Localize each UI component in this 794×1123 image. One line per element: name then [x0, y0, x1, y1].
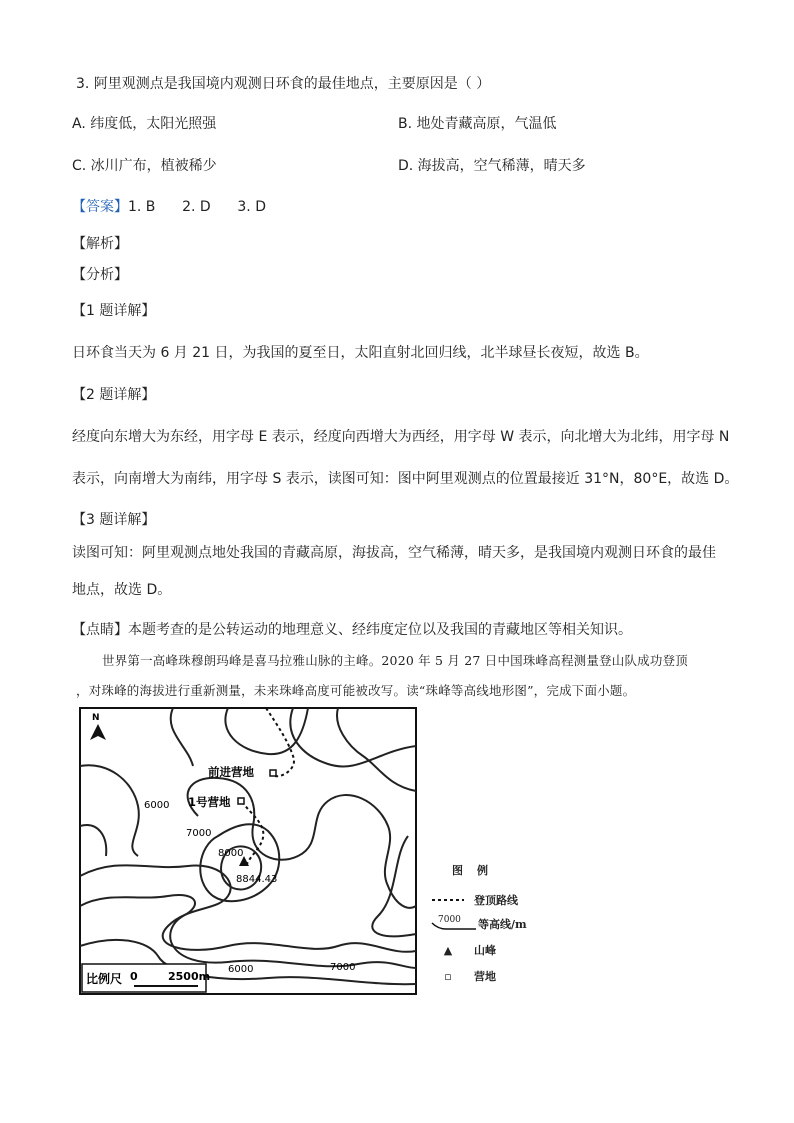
peak-elevation: 8844.43: [236, 874, 278, 885]
legend-route: 登顶路线: [430, 892, 518, 908]
legend-contour: 7000 等高线/m: [430, 916, 527, 932]
q3-explanation-1: 读图可知：阿里观测点地处我国的青藏高原，海拔高，空气稀薄，晴天多，是我国境内观测日环食的最佳: [72, 545, 716, 561]
label-camp-front: 前进营地: [208, 765, 254, 779]
answer-tag: 【答案】: [72, 199, 128, 215]
scale-zero: 0: [130, 970, 138, 983]
q2-explanation-2: 表示，向南增大为南纬，用字母 S 表示，读图可知：图中阿里观测点的位置最接近 31°N，80°E，故选 D。: [72, 471, 739, 487]
q3-explanation-2: 地点，故选 D。: [72, 582, 172, 598]
scale-max: 2500m: [168, 970, 211, 983]
q1-heading: 【1 题详解】: [72, 303, 156, 319]
contour-label-7000: 7000: [186, 828, 212, 839]
answer-text: 1. B 2. D 3. D: [128, 199, 266, 215]
question-stem: 3. 阿里观测点是我国境内观测日环食的最佳地点，主要原因是（ ）: [76, 76, 491, 92]
q2-heading: 【2 题详解】: [72, 387, 156, 403]
dashed-line-icon: [430, 896, 466, 904]
option-c: C. 冰川广布，植被稀少: [72, 158, 217, 174]
map-legend: [430, 862, 560, 992]
answer-line: [72, 197, 266, 217]
scale-label: 比例尺: [86, 972, 123, 986]
jiexi-heading: 【解析】: [72, 236, 128, 252]
camp-front-marker: [270, 770, 276, 776]
contour-label-8000: 8000: [218, 848, 244, 859]
contour-label-6000-bottom: 6000: [228, 964, 254, 975]
label-camp-1: 1号营地: [188, 795, 231, 809]
contour-map: [78, 706, 418, 996]
legend-camp: ▫ 营地: [430, 968, 496, 984]
contour-label-6000: 6000: [144, 800, 170, 811]
triangle-icon: ▲: [443, 943, 453, 957]
legend-title: 图例: [452, 864, 502, 877]
legend-peak: ▲ 山峰: [430, 942, 496, 958]
fenxi-heading: 【分析】: [72, 267, 128, 283]
option-a: A. 纬度低，太阳光照强: [72, 116, 217, 132]
north-label: N: [92, 713, 100, 723]
q1-explanation: 日环食当天为 6 月 21 日，为我国的夏至日，太阳直射北回归线，北半球昼长夜短，故选 B。: [72, 345, 649, 361]
dianjing-note: 【点睛】本题考查的是公转运动的地理意义、经纬度定位以及我国的青藏地区等相关知识。: [72, 622, 632, 638]
q3-heading: 【3 题详解】: [72, 512, 156, 528]
q2-explanation-1: 经度向东增大为东经，用字母 E 表示，经度向西增大为西经，用字母 W 表示，向北增大为北纬，用字母 N: [72, 429, 730, 445]
square-icon: ▫: [444, 969, 452, 983]
camp-1-marker: [238, 798, 244, 804]
option-b: B. 地处青藏高原，气温低: [398, 116, 557, 132]
contour-label-7000-bottom: 7000: [330, 962, 356, 973]
intro-line-1: 世界第一高峰珠穆朗玛峰是喜马拉雅山脉的主峰。2020 年 5 月 27 日中国珠峰高程测量登山队成功登顶: [102, 653, 688, 668]
intro-line-2: ，对珠峰的海拔进行重新测量，未来珠峰高度可能被改写。读“珠峰等高线地形图”，完成下面小题。: [76, 683, 636, 698]
option-d: D. 海拔高，空气稀薄，晴天多: [398, 158, 586, 174]
